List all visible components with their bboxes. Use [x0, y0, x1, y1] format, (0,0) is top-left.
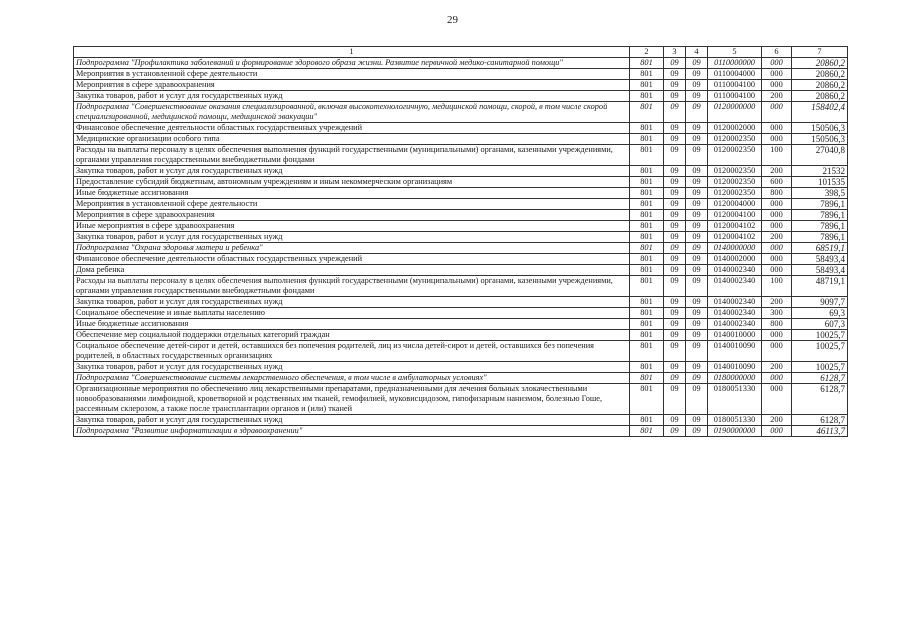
row-col-2-cell: 801: [630, 102, 664, 123]
header-col-2: 2: [630, 47, 664, 58]
row-name-cell: Мероприятия в сфере здравоохранения: [74, 80, 630, 91]
row-col-4-cell: 09: [686, 265, 708, 276]
row-col-6-cell: 800: [762, 319, 792, 330]
row-amount-cell: 10025,7: [792, 341, 848, 362]
table-row: [74, 330, 848, 341]
row-col-2-cell: 801: [630, 276, 664, 297]
row-amount-cell: 6128,7: [792, 373, 848, 384]
row-col-5-cell: 0140002340: [708, 297, 762, 308]
table-row: [74, 265, 848, 276]
row-name-cell: Организационные мероприятия по обеспечению лиц лекарственными препаратами, предназначенными для лечения больных злокачественными новообразованиями лимфоидной, кроветворной и родственных им тканей, гемофилией, муковисцидозом, гипофизарным нанизмом, болезнью Гоше, рассеянным склерозом, а также после трансплантации органов и (или) тканей: [74, 384, 630, 415]
row-col-2-cell: 801: [630, 69, 664, 80]
row-col-3-cell: 09: [664, 145, 686, 166]
row-col-6-cell: 300: [762, 308, 792, 319]
row-amount-cell: 9097,7: [792, 297, 848, 308]
row-col-3-cell: 09: [664, 69, 686, 80]
row-amount-cell: 607,3: [792, 319, 848, 330]
table-row: [74, 297, 848, 308]
row-col-5-cell: 0190000000: [708, 426, 762, 437]
row-name-cell: Закупка товаров, работ и услуг для государственных нужд: [74, 362, 630, 373]
row-col-6-cell: 200: [762, 297, 792, 308]
row-col-3-cell: 09: [664, 308, 686, 319]
row-amount-cell: 69,3: [792, 308, 848, 319]
row-col-4-cell: 09: [686, 221, 708, 232]
row-name-cell: Подпрограмма "Профилактика заболеваний и формирование здорового образа жизни. Развитие первичной медико-санитарной помощи": [74, 58, 630, 69]
row-name-cell: Расходы на выплаты персоналу в целях обеспечения выполнения функций государственными (муниципальными) органами, казенными учреждениями, органами управления государственными внебюджетными фондами: [74, 145, 630, 166]
table-row: [74, 308, 848, 319]
row-col-5-cell: 0180051330: [708, 415, 762, 426]
row-col-5-cell: 0120002350: [708, 177, 762, 188]
row-name-cell: Обеспечение мер социальной поддержки отдельных категорий граждан: [74, 330, 630, 341]
row-col-5-cell: 0120004102: [708, 221, 762, 232]
row-col-4-cell: 09: [686, 210, 708, 221]
row-col-2-cell: 801: [630, 199, 664, 210]
row-col-5-cell: 0110004100: [708, 91, 762, 102]
table-row: [74, 177, 848, 188]
row-col-3-cell: 09: [664, 384, 686, 415]
row-col-5-cell: 0120000000: [708, 102, 762, 123]
row-col-6-cell: 000: [762, 69, 792, 80]
row-col-5-cell: 0140010090: [708, 341, 762, 362]
table-row: [74, 80, 848, 91]
row-col-3-cell: 09: [664, 232, 686, 243]
row-col-2-cell: 801: [630, 426, 664, 437]
row-col-2-cell: 801: [630, 415, 664, 426]
row-col-2-cell: 801: [630, 254, 664, 265]
row-col-6-cell: 000: [762, 123, 792, 134]
row-name-cell: Закупка товаров, работ и услуг для государственных нужд: [74, 297, 630, 308]
header-col-7: 7: [792, 47, 848, 58]
row-col-2-cell: 801: [630, 330, 664, 341]
row-col-5-cell: 0120002350: [708, 145, 762, 166]
row-name-cell: Финансовое обеспечение деятельности областных государственных учреждений: [74, 123, 630, 134]
row-col-4-cell: 09: [686, 188, 708, 199]
row-col-6-cell: 100: [762, 276, 792, 297]
row-name-cell: Мероприятия в сфере здравоохранения: [74, 210, 630, 221]
row-amount-cell: 6128,7: [792, 384, 848, 415]
table-row: [74, 69, 848, 80]
row-col-2-cell: 801: [630, 177, 664, 188]
row-name-cell: Закупка товаров, работ и услуг для государственных нужд: [74, 232, 630, 243]
row-col-4-cell: 09: [686, 254, 708, 265]
row-col-5-cell: 0120002350: [708, 166, 762, 177]
row-col-3-cell: 09: [664, 134, 686, 145]
row-col-3-cell: 09: [664, 80, 686, 91]
row-col-4-cell: 09: [686, 199, 708, 210]
row-col-2-cell: 801: [630, 384, 664, 415]
row-col-4-cell: 09: [686, 145, 708, 166]
row-amount-cell: 20860,2: [792, 69, 848, 80]
row-col-2-cell: 801: [630, 243, 664, 254]
row-col-6-cell: 000: [762, 384, 792, 415]
row-name-cell: Подпрограмма "Совершенствование оказания специализированной, включая высокотехнологичную, медицинской помощи, скорой, в том числе скорой специализированной, медицинской помощи, медицинской эвакуации": [74, 102, 630, 123]
table-row: [74, 221, 848, 232]
row-name-cell: Социальное обеспечение и иные выплаты населению: [74, 308, 630, 319]
row-amount-cell: 27040,8: [792, 145, 848, 166]
table-row: [74, 102, 848, 123]
table-row: [74, 145, 848, 166]
row-col-4-cell: 09: [686, 232, 708, 243]
row-col-2-cell: 801: [630, 123, 664, 134]
row-col-6-cell: 600: [762, 177, 792, 188]
row-col-2-cell: 801: [630, 221, 664, 232]
row-col-6-cell: 000: [762, 254, 792, 265]
table-row: [74, 188, 848, 199]
row-col-4-cell: 09: [686, 243, 708, 254]
row-col-4-cell: 09: [686, 319, 708, 330]
row-col-5-cell: 0140002340: [708, 319, 762, 330]
row-col-5-cell: 0180051330: [708, 384, 762, 415]
row-col-6-cell: 000: [762, 102, 792, 123]
row-col-3-cell: 09: [664, 330, 686, 341]
table-row: [74, 341, 848, 362]
row-col-4-cell: 09: [686, 91, 708, 102]
table-row: [74, 415, 848, 426]
row-col-4-cell: 09: [686, 308, 708, 319]
row-name-cell: Предоставление субсидий бюджетным, автономным учреждениям и иным некоммерческим организациям: [74, 177, 630, 188]
row-col-3-cell: 09: [664, 123, 686, 134]
row-col-6-cell: 100: [762, 145, 792, 166]
row-name-cell: Закупка товаров, работ и услуг для государственных нужд: [74, 91, 630, 102]
row-amount-cell: 48719,1: [792, 276, 848, 297]
row-amount-cell: 150506,3: [792, 123, 848, 134]
row-col-2-cell: 801: [630, 297, 664, 308]
row-col-2-cell: 801: [630, 80, 664, 91]
row-amount-cell: 398,5: [792, 188, 848, 199]
row-col-4-cell: 09: [686, 276, 708, 297]
table-header-row: [74, 47, 848, 58]
row-col-3-cell: 09: [664, 177, 686, 188]
row-col-5-cell: 0180000000: [708, 373, 762, 384]
row-col-3-cell: 09: [664, 254, 686, 265]
row-col-6-cell: 200: [762, 91, 792, 102]
row-col-5-cell: 0120004102: [708, 232, 762, 243]
row-col-6-cell: 800: [762, 188, 792, 199]
row-col-4-cell: 09: [686, 373, 708, 384]
row-col-4-cell: 09: [686, 58, 708, 69]
row-name-cell: Расходы на выплаты персоналу в целях обеспечения выполнения функций государственными (муниципальными) органами, казенными учреждениями, органами управления государственными внебюджетными фондами: [74, 276, 630, 297]
table-row: [74, 243, 848, 254]
row-col-2-cell: 801: [630, 58, 664, 69]
row-name-cell: Дома ребенка: [74, 265, 630, 276]
row-col-3-cell: 09: [664, 341, 686, 362]
row-name-cell: Медицинские организации особого типа: [74, 134, 630, 145]
row-col-5-cell: 0120002350: [708, 134, 762, 145]
row-col-3-cell: 09: [664, 58, 686, 69]
row-col-4-cell: 09: [686, 102, 708, 123]
row-col-5-cell: 0140010090: [708, 362, 762, 373]
table-row: [74, 134, 848, 145]
row-col-6-cell: 000: [762, 330, 792, 341]
header-col-5: 5: [708, 47, 762, 58]
row-col-4-cell: 09: [686, 166, 708, 177]
row-amount-cell: 21532: [792, 166, 848, 177]
row-amount-cell: 58493,4: [792, 254, 848, 265]
row-col-6-cell: 000: [762, 426, 792, 437]
row-col-4-cell: 09: [686, 362, 708, 373]
row-col-5-cell: 0110000000: [708, 58, 762, 69]
row-col-3-cell: 09: [664, 362, 686, 373]
row-col-6-cell: 000: [762, 221, 792, 232]
row-col-2-cell: 801: [630, 373, 664, 384]
table-row: [74, 210, 848, 221]
table-row: [74, 319, 848, 330]
row-col-6-cell: 000: [762, 80, 792, 91]
header-col-6: 6: [762, 47, 792, 58]
table-row: [74, 166, 848, 177]
row-amount-cell: 6128,7: [792, 415, 848, 426]
page-number: 29: [447, 14, 458, 26]
row-col-2-cell: 801: [630, 341, 664, 362]
row-name-cell: Подпрограмма "Развитие информатизации в здравоохранении": [74, 426, 630, 437]
row-col-6-cell: 200: [762, 166, 792, 177]
header-col-4: 4: [686, 47, 708, 58]
row-col-3-cell: 09: [664, 221, 686, 232]
table-row: [74, 426, 848, 437]
row-amount-cell: 20860,2: [792, 58, 848, 69]
row-col-5-cell: 0120004000: [708, 199, 762, 210]
row-name-cell: Закупка товаров, работ и услуг для государственных нужд: [74, 166, 630, 177]
row-name-cell: Иные бюджетные ассигнования: [74, 188, 630, 199]
row-col-5-cell: 0140010000: [708, 330, 762, 341]
row-amount-cell: 10025,7: [792, 362, 848, 373]
row-col-6-cell: 000: [762, 58, 792, 69]
table-body: [74, 58, 848, 437]
row-col-6-cell: 000: [762, 210, 792, 221]
table-row: [74, 123, 848, 134]
row-amount-cell: 58493,4: [792, 265, 848, 276]
row-col-5-cell: 0120004100: [708, 210, 762, 221]
row-col-6-cell: 000: [762, 265, 792, 276]
row-amount-cell: 7896,1: [792, 199, 848, 210]
table-row: [74, 91, 848, 102]
row-col-3-cell: 09: [664, 426, 686, 437]
row-col-2-cell: 801: [630, 319, 664, 330]
row-name-cell: Мероприятия в установленной сфере деятельности: [74, 69, 630, 80]
row-col-4-cell: 09: [686, 177, 708, 188]
row-col-4-cell: 09: [686, 297, 708, 308]
row-col-5-cell: 0110004000: [708, 69, 762, 80]
row-name-cell: Подпрограмма "Охрана здоровья матери и ребенка": [74, 243, 630, 254]
row-name-cell: Иные мероприятия в сфере здравоохранения: [74, 221, 630, 232]
row-amount-cell: 101535: [792, 177, 848, 188]
header-col-3: 3: [664, 47, 686, 58]
row-col-2-cell: 801: [630, 134, 664, 145]
row-col-3-cell: 09: [664, 199, 686, 210]
budget-table: [73, 46, 848, 437]
table-row: [74, 276, 848, 297]
row-name-cell: Социальное обеспечение детей-сирот и детей, оставшихся без попечения родителей, лиц из числа детей-сирот и детей, оставшихся без попечения родителей, в областных государственных организациях: [74, 341, 630, 362]
row-amount-cell: 7896,1: [792, 210, 848, 221]
row-col-6-cell: 000: [762, 341, 792, 362]
row-col-2-cell: 801: [630, 308, 664, 319]
row-col-2-cell: 801: [630, 265, 664, 276]
row-name-cell: Мероприятия в установленной сфере деятельности: [74, 199, 630, 210]
header-col-1: 1: [74, 47, 630, 58]
row-name-cell: Подпрограмма "Совершенствование системы лекарственного обеспечения, в том числе в амбулаторных условиях": [74, 373, 630, 384]
row-col-5-cell: 0140002340: [708, 276, 762, 297]
row-col-3-cell: 09: [664, 319, 686, 330]
row-col-2-cell: 801: [630, 232, 664, 243]
row-col-5-cell: 0110004100: [708, 80, 762, 91]
table-row: [74, 384, 848, 415]
row-col-2-cell: 801: [630, 362, 664, 373]
row-col-6-cell: 200: [762, 415, 792, 426]
row-col-4-cell: 09: [686, 384, 708, 415]
row-col-4-cell: 09: [686, 330, 708, 341]
row-amount-cell: 7896,1: [792, 221, 848, 232]
row-col-3-cell: 09: [664, 210, 686, 221]
row-col-4-cell: 09: [686, 426, 708, 437]
row-amount-cell: 10025,7: [792, 330, 848, 341]
row-col-4-cell: 09: [686, 341, 708, 362]
row-col-3-cell: 09: [664, 415, 686, 426]
row-amount-cell: 46113,7: [792, 426, 848, 437]
row-col-4-cell: 09: [686, 69, 708, 80]
row-amount-cell: 158402,4: [792, 102, 848, 123]
row-col-6-cell: 000: [762, 199, 792, 210]
row-col-5-cell: 0140002340: [708, 265, 762, 276]
row-col-3-cell: 09: [664, 102, 686, 123]
row-name-cell: Финансовое обеспечение деятельности областных государственных учреждений: [74, 254, 630, 265]
row-name-cell: Иные бюджетные ассигнования: [74, 319, 630, 330]
row-col-3-cell: 09: [664, 276, 686, 297]
row-col-2-cell: 801: [630, 210, 664, 221]
row-col-5-cell: 0140000000: [708, 243, 762, 254]
row-col-6-cell: 000: [762, 373, 792, 384]
row-col-4-cell: 09: [686, 123, 708, 134]
row-col-3-cell: 09: [664, 188, 686, 199]
row-col-2-cell: 801: [630, 188, 664, 199]
row-col-4-cell: 09: [686, 415, 708, 426]
row-col-3-cell: 09: [664, 297, 686, 308]
row-col-2-cell: 801: [630, 166, 664, 177]
row-col-6-cell: 000: [762, 243, 792, 254]
row-col-6-cell: 200: [762, 232, 792, 243]
row-col-5-cell: 0120002350: [708, 188, 762, 199]
row-amount-cell: 20860,2: [792, 91, 848, 102]
row-col-3-cell: 09: [664, 91, 686, 102]
row-col-3-cell: 09: [664, 265, 686, 276]
row-col-6-cell: 200: [762, 362, 792, 373]
row-col-2-cell: 801: [630, 145, 664, 166]
row-col-3-cell: 09: [664, 373, 686, 384]
row-col-5-cell: 0140002000: [708, 254, 762, 265]
row-col-2-cell: 801: [630, 91, 664, 102]
table-row: [74, 373, 848, 384]
row-amount-cell: 20860,2: [792, 80, 848, 91]
row-amount-cell: 68519,1: [792, 243, 848, 254]
row-col-3-cell: 09: [664, 166, 686, 177]
row-col-5-cell: 0120002000: [708, 123, 762, 134]
table-row: [74, 362, 848, 373]
table-row: [74, 199, 848, 210]
row-amount-cell: 7896,1: [792, 232, 848, 243]
row-name-cell: Закупка товаров, работ и услуг для государственных нужд: [74, 415, 630, 426]
row-col-4-cell: 09: [686, 80, 708, 91]
table-row: [74, 254, 848, 265]
row-col-6-cell: 000: [762, 134, 792, 145]
row-amount-cell: 150506,3: [792, 134, 848, 145]
row-col-3-cell: 09: [664, 243, 686, 254]
row-col-4-cell: 09: [686, 134, 708, 145]
table-row: [74, 232, 848, 243]
table-row: [74, 58, 848, 69]
row-col-5-cell: 0140002340: [708, 308, 762, 319]
